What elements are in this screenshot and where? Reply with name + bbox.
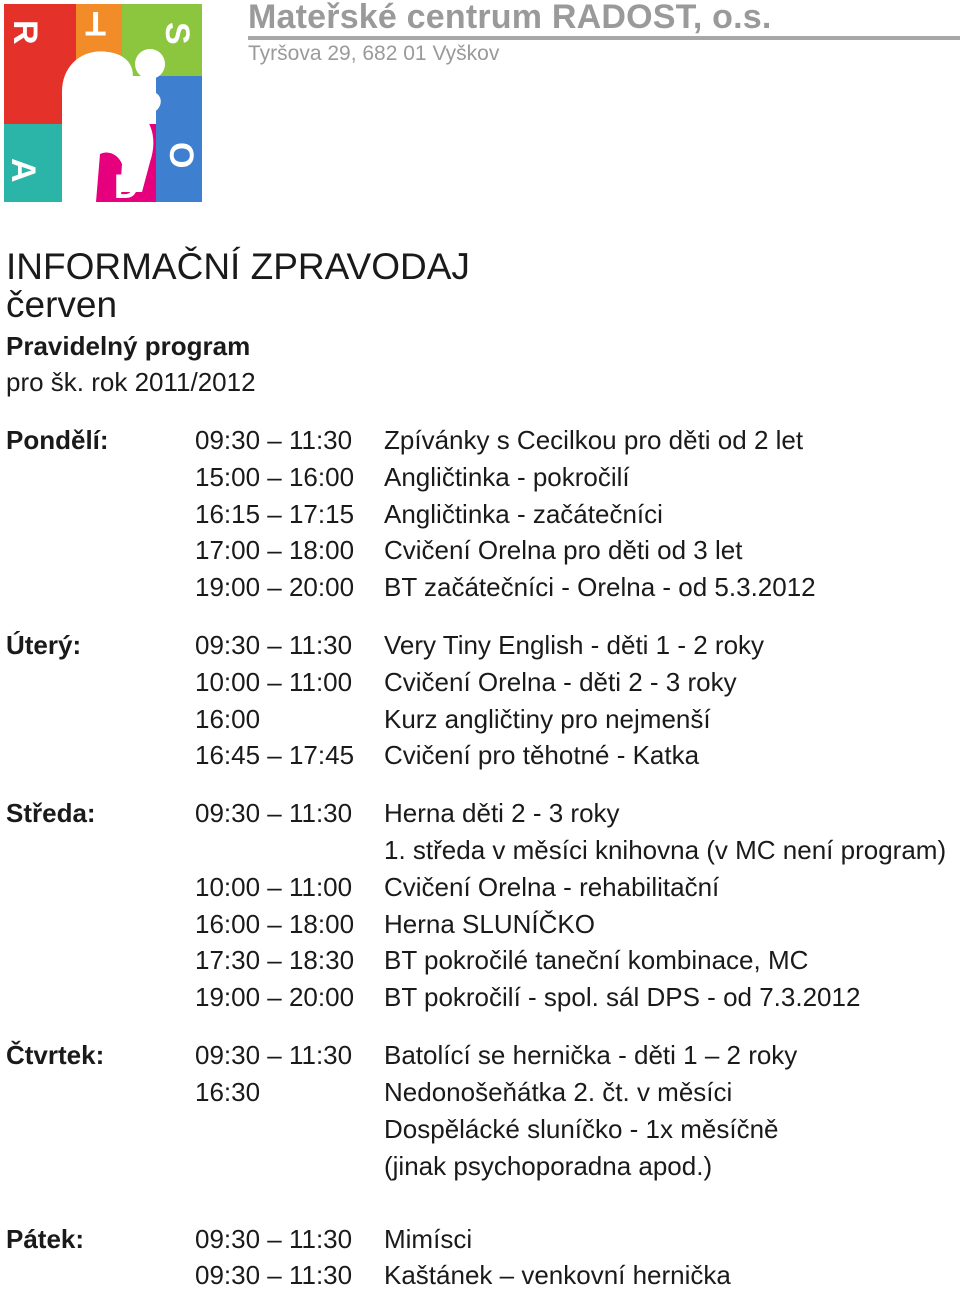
schedule-row <box>0 461 960 498</box>
organization-address: Tyršova 29, 682 01 Vyškov <box>248 42 500 65</box>
schedule-time: 17:30 – 18:30 <box>195 945 355 975</box>
school-year: pro šk. rok 2011/2012 <box>6 367 256 397</box>
schedule-row <box>0 571 960 608</box>
schedule-time: 19:00 – 20:00 <box>195 572 355 602</box>
schedule-time: 16:15 – 17:15 <box>195 499 355 529</box>
schedule-activity: Herna děti 2 - 3 roky <box>384 798 620 828</box>
schedule-time: 15:00 – 16:00 <box>195 462 355 492</box>
schedule-time: 09:30 – 11:30 <box>195 798 353 828</box>
schedule-row <box>0 1223 960 1260</box>
schedule-row <box>0 1076 960 1113</box>
schedule-activity: Cvičení Orelna pro děti od 3 let <box>384 535 743 565</box>
day-thursday: Čtvrtek: <box>6 1040 105 1070</box>
schedule-activity: Angličtinka - začátečníci <box>384 499 663 529</box>
schedule-row <box>0 944 960 981</box>
schedule-time: 09:30 – 11:30 <box>195 1260 353 1290</box>
logo-letter-r: R <box>6 20 44 45</box>
newsletter-month: červen <box>6 284 118 325</box>
schedule-row <box>0 797 960 834</box>
schedule-time: 16:00 <box>195 704 261 734</box>
schedule-time: 09:30 – 11:30 <box>195 630 353 660</box>
schedule-activity: Nedonošeňátka 2. čt. v měsíci <box>384 1077 733 1107</box>
logo-letter-o: O <box>162 142 200 169</box>
schedule-activity: Herna SLUNÍČKO <box>384 909 595 939</box>
schedule-time: 10:00 – 11:00 <box>195 872 353 902</box>
schedule-activity: BT pokročilé taneční kombinace, MC <box>384 945 809 975</box>
header-divider <box>248 36 960 40</box>
schedule-activity: Kaštánek – venkovní hernička <box>384 1260 731 1290</box>
schedule-row <box>0 1259 960 1296</box>
schedule-time: 16:45 – 17:45 <box>195 740 355 770</box>
newsletter-title: INFORMAČNÍ ZPRAVODAJ <box>6 246 470 287</box>
schedule-row <box>0 908 960 945</box>
schedule-activity: BT pokročilí - spol. sál DPS - od 7.3.2012 <box>384 982 861 1012</box>
schedule-row <box>0 666 960 703</box>
schedule-row <box>0 1039 960 1076</box>
schedule-activity: Very Tiny English - děti 1 - 2 roky <box>384 630 765 660</box>
schedule-activity: Kurz angličtiny pro nejmenší <box>384 704 711 734</box>
logo-letter-s: S <box>158 22 196 45</box>
radost-logo <box>4 4 202 202</box>
schedule-time: 10:00 – 11:00 <box>195 667 353 697</box>
program-subtitle: Pravidelný program <box>6 331 251 361</box>
schedule-activity: Cvičení pro těhotné - Katka <box>384 740 700 770</box>
day-friday: Pátek: <box>6 1224 85 1254</box>
schedule-row <box>0 1150 960 1187</box>
logo-letter-t: T <box>85 4 106 42</box>
schedule-time: 16:00 – 18:00 <box>195 909 355 939</box>
schedule-row <box>0 534 960 571</box>
schedule-row <box>0 739 960 776</box>
day-tuesday: Úterý: <box>6 630 82 660</box>
schedule-time: 17:00 – 18:00 <box>195 535 355 565</box>
schedule-row <box>0 871 960 908</box>
schedule-activity: 1. středa v měsíci knihovna (v MC není program) <box>384 835 947 865</box>
schedule-activity: Zpívánky s Cecilkou pro děti od 2 let <box>384 425 804 455</box>
schedule-activity: Batolící se hernička - děti 1 – 2 roky <box>384 1040 798 1070</box>
day-monday: Pondělí: <box>6 425 109 455</box>
day-wednesday: Středa: <box>6 798 96 828</box>
schedule-activity: BT začátečníci - Orelna - od 5.3.2012 <box>384 572 816 602</box>
schedule-row <box>0 981 960 1018</box>
schedule-row <box>0 834 960 871</box>
schedule-activity: Cvičení Orelna - rehabilitační <box>384 872 720 902</box>
logo-letter-d: D <box>114 168 139 202</box>
schedule-time: 09:30 – 11:30 <box>195 425 353 455</box>
schedule-time: 09:30 – 11:30 <box>195 1040 353 1070</box>
schedule-time: 19:00 – 20:00 <box>195 982 355 1012</box>
schedule-time: 09:30 – 11:30 <box>195 1224 353 1254</box>
schedule-activity: Mimísci <box>384 1224 473 1254</box>
organization-name: Mateřské centrum RADOST, o.s. <box>248 0 772 36</box>
schedule-time: 16:30 <box>195 1077 261 1107</box>
schedule-row <box>0 1113 960 1150</box>
schedule-activity: Angličtinka - pokročilí <box>384 462 630 492</box>
schedule-row <box>0 703 960 740</box>
schedule-activity: Dospělácké sluníčko - 1x měsíčně <box>384 1114 779 1144</box>
schedule-row <box>0 424 960 461</box>
schedule-activity: Cvičení Orelna - děti 2 - 3 roky <box>384 667 737 697</box>
logo-letter-a: A <box>4 158 42 183</box>
schedule-row <box>0 498 960 535</box>
schedule-activity: (jinak psychoporadna apod.) <box>384 1151 713 1181</box>
schedule-row <box>0 629 960 666</box>
